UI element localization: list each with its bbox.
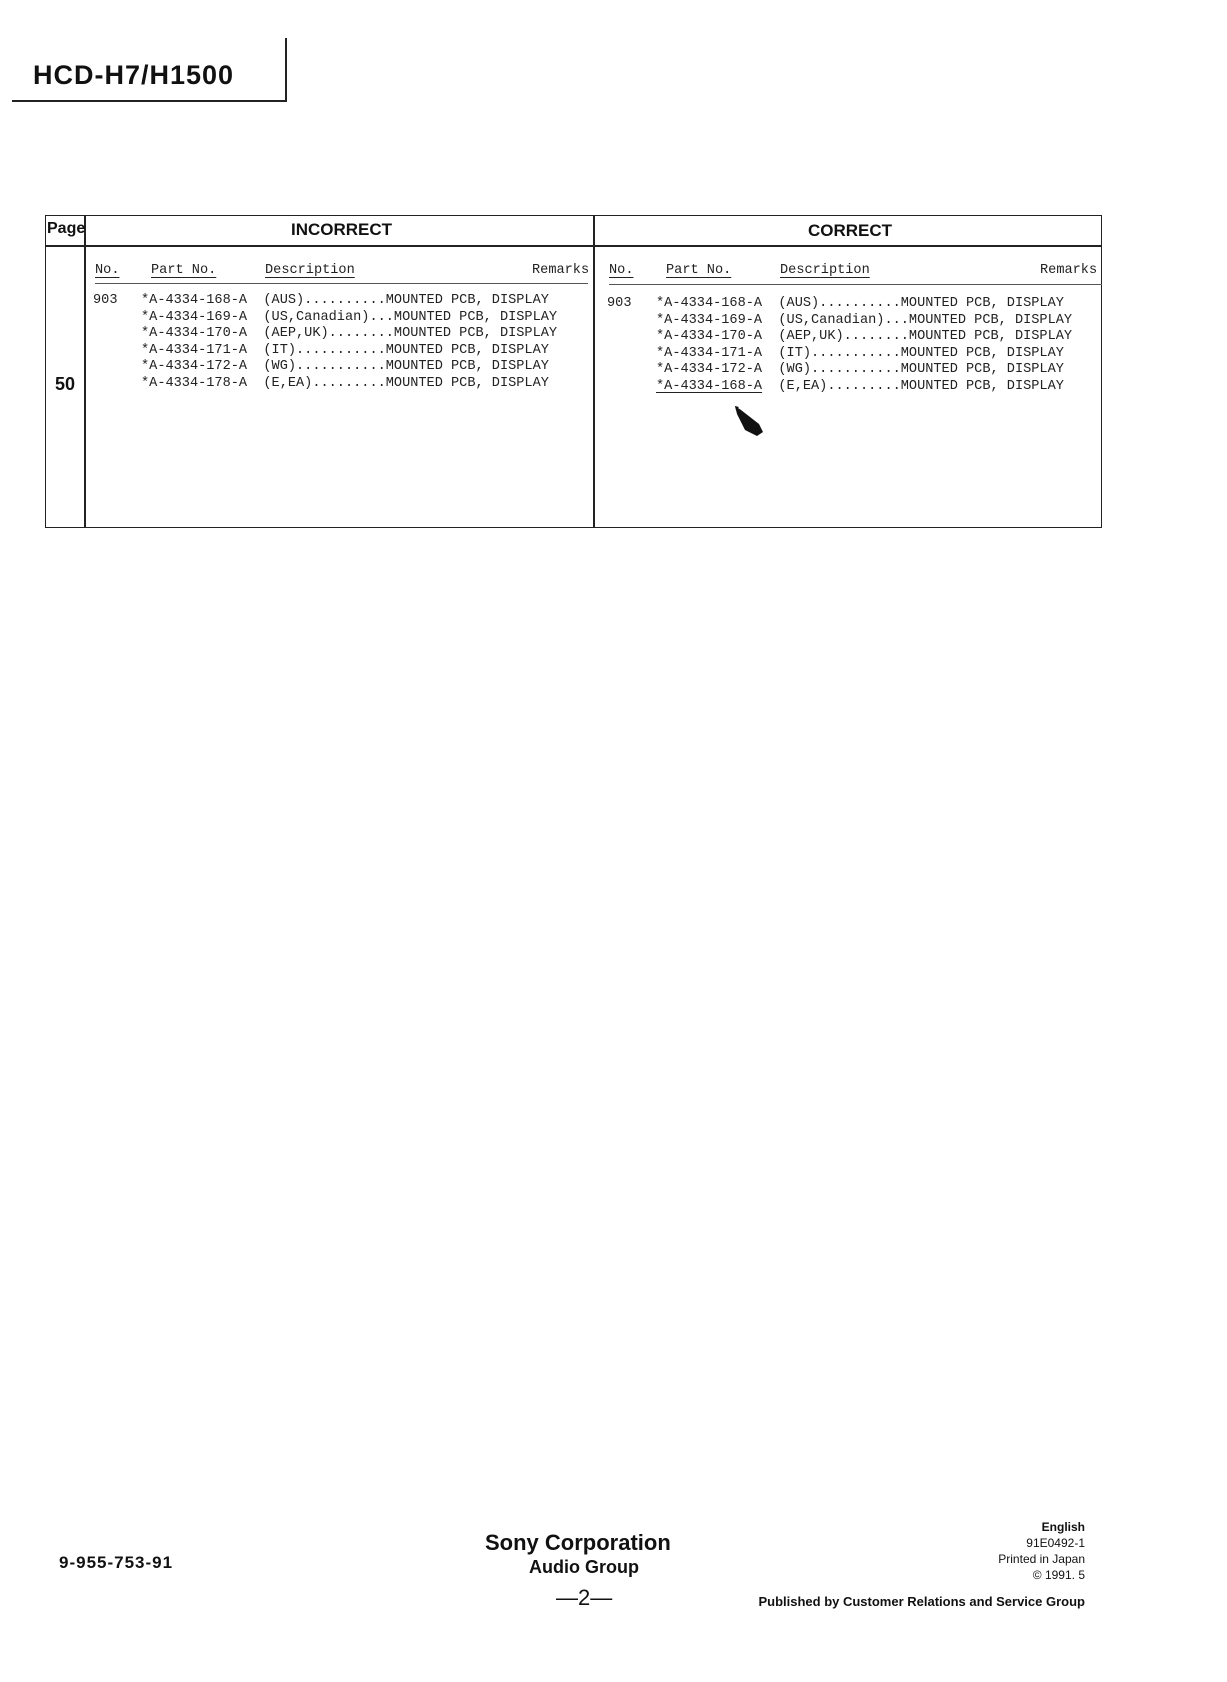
page-column-header: Page (47, 220, 86, 237)
part-number: *A-4334-170-A (141, 326, 248, 341)
table-row (656, 329, 1072, 346)
header-underline (12, 100, 286, 102)
description: (WG)...........MOUNTED PCB, DISPLAY (778, 362, 1064, 377)
part-number: *A-4334-172-A (141, 359, 248, 374)
correct-col-rule (609, 284, 1102, 285)
copyright: © 1991. 5 (1032, 1568, 1085, 1582)
description: (IT)...........MOUNTED PCB, DISPLAY (263, 342, 549, 358)
page-reference-number: 50 (55, 374, 76, 394)
table-row (141, 326, 557, 343)
table-row-corrected (656, 379, 1072, 396)
part-number: *A-4334-178-A (141, 375, 248, 391)
page-column-divider (84, 215, 86, 528)
printed-location: Printed in Japan (998, 1552, 1085, 1566)
part-number: *A-4334-171-A (141, 342, 248, 358)
header-side-rule (285, 38, 287, 102)
description: (WG)...........MOUNTED PCB, DISPLAY (263, 359, 549, 374)
incorrect-col-no: No. (95, 263, 120, 278)
correct-rows (656, 296, 1072, 395)
incorrect-col-description: Description (265, 263, 355, 278)
table-row (656, 346, 1072, 363)
table-row (141, 376, 557, 393)
correct-col-part-no: Part No. (666, 263, 732, 278)
description: (AUS)..........MOUNTED PCB, DISPLAY (263, 293, 549, 308)
incorrect-col-remarks: Remarks (532, 263, 590, 278)
language-label: English (1041, 1520, 1085, 1534)
part-number: *A-4334-171-A (656, 345, 763, 361)
correct-col-description: Description (780, 263, 870, 278)
table-row (141, 293, 557, 310)
page-indicator: —2— (556, 1585, 613, 1610)
description: (IT)...........MOUNTED PCB, DISPLAY (778, 345, 1064, 361)
company-name: Sony Corporation (485, 1530, 671, 1555)
incorrect-rows (141, 293, 557, 392)
part-number-corrected: *A-4334-168-A (656, 378, 763, 394)
description: (AEP,UK)........MOUNTED PCB, DISPLAY (778, 329, 1073, 344)
part-number: *A-4334-168-A (656, 296, 763, 311)
table-row (656, 313, 1072, 330)
correct-item-no: 903 (607, 296, 632, 311)
pointing-pencil-icon (733, 404, 765, 438)
incorrect-item-no: 903 (93, 293, 118, 308)
incorrect-header: INCORRECT (291, 220, 393, 239)
model-title: HCD-H7/H1500 (33, 60, 235, 90)
description: (AUS)..........MOUNTED PCB, DISPLAY (778, 296, 1064, 311)
part-number: *A-4334-170-A (656, 329, 763, 344)
correct-col-no: No. (609, 263, 634, 278)
description: (E,EA).........MOUNTED PCB, DISPLAY (263, 375, 549, 391)
incorrect-correct-divider (593, 215, 595, 528)
incorrect-col-rule (95, 283, 588, 284)
table-header-rule (45, 245, 1102, 247)
part-number: *A-4334-169-A (656, 312, 763, 328)
description: (AEP,UK)........MOUNTED PCB, DISPLAY (263, 326, 558, 341)
description: (US,Canadian)...MOUNTED PCB, DISPLAY (263, 309, 558, 325)
table-row (141, 359, 557, 376)
correct-col-remarks: Remarks (1040, 263, 1098, 278)
description: (US,Canadian)...MOUNTED PCB, DISPLAY (778, 312, 1073, 328)
group-name: Audio Group (529, 1557, 639, 1577)
table-row (141, 310, 557, 327)
correct-header: CORRECT (808, 221, 893, 240)
incorrect-col-part-no: Part No. (151, 263, 217, 278)
print-code: 91E0492-1 (1026, 1536, 1085, 1550)
part-number: *A-4334-169-A (141, 309, 248, 325)
part-number: *A-4334-172-A (656, 362, 763, 377)
table-row (141, 343, 557, 360)
table-row (656, 296, 1072, 313)
description: (E,EA).........MOUNTED PCB, DISPLAY (778, 378, 1064, 394)
document-number: 9-955-753-91 (59, 1553, 174, 1572)
publisher: Published by Customer Relations and Service Group (758, 1594, 1085, 1609)
table-row (656, 362, 1072, 379)
part-number: *A-4334-168-A (141, 293, 248, 308)
